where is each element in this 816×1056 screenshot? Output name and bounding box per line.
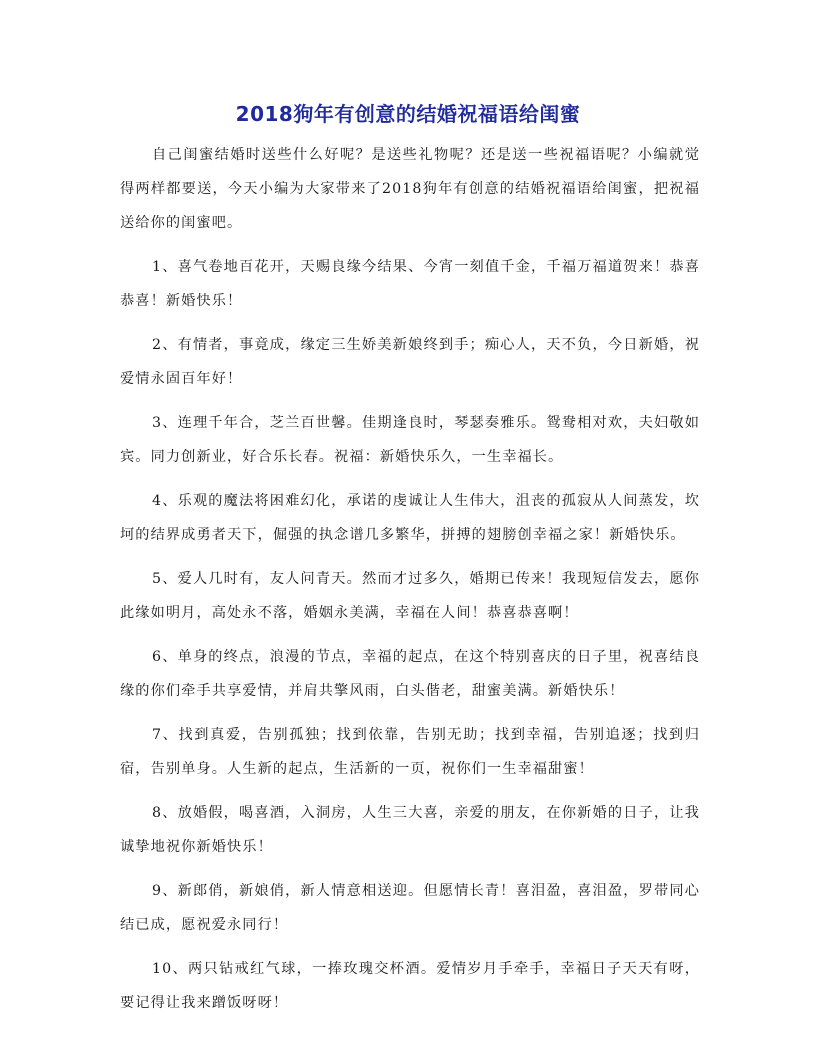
blessing-item-7: 7、找到真爱，告别孤独；找到依靠，告别无助；找到幸福，告别追逐；找到归宿，告别单身。人生新的起点，生活新的一页，祝你们一生幸福甜蜜！	[120, 727, 700, 777]
document-body	[120, 138, 700, 1030]
blessing-item-3: 3、连理千年合，芝兰百世馨。佳期逢良时，琴瑟奏雅乐。鸳鸯相对欢，夫妇敬如宾。同力创新业，好合乐长春。祝福：新婚快乐久，一生幸福长。	[120, 415, 700, 465]
blessing-item-2: 2、有情者，事竟成，缘定三生娇美新娘终到手；痴心人，天不负，今日新婚，祝爱情永固百年好！	[120, 337, 700, 387]
blessing-item-9: 9、新郎俏，新娘俏，新人情意相送迎。但愿情长青！喜泪盈，喜泪盈，罗带同心结已成，愿祝爱永同行！	[120, 883, 700, 933]
blessing-item-6: 6、单身的终点，浪漫的节点，幸福的起点，在这个特别喜庆的日子里，祝喜结良缘的你们牵手共享爱情，并肩共擎风雨，白头偕老，甜蜜美满。新婚快乐！	[120, 649, 700, 699]
blessing-item-10: 10、两只钻戒红气球，一捧玫瑰交杯酒。爱情岁月手牵手，幸福日子天天有呀，要记得让我来蹭饭呀呀！	[120, 961, 700, 1011]
blessing-item-8: 8、放婚假，喝喜酒，入洞房，人生三大喜，亲爱的朋友，在你新婚的日子，让我诚挚地祝你新婚快乐！	[120, 805, 700, 855]
blessing-item-4: 4、乐观的魔法将困难幻化，承诺的虔诚让人生伟大，沮丧的孤寂从人间蒸发，坎坷的结界成勇者天下，倔强的执念谱几多繁华，拼搏的翅膀创幸福之家！新婚快乐。	[120, 493, 700, 543]
blessing-item-5: 5、爱人几时有，友人问青天。然而才过多久，婚期已传来！我现短信发去，愿你此缘如明月，高处永不落，婚姻永美满，幸福在人间！恭喜恭喜啊！	[120, 571, 700, 621]
blessing-item-1: 1、喜气卷地百花开，天赐良缘今结果、今宵一刻值千金，千福万福道贺来！恭喜恭喜！新婚快乐！	[120, 259, 700, 309]
intro-paragraph: 自己闺蜜结婚时送些什么好呢？是送些礼物呢？还是送一些祝福语呢？小编就觉得两样都要送，今天小编为大家带来了2018狗年有创意的结婚祝福语给闺蜜，把祝福送给你的闺蜜吧。	[120, 147, 700, 231]
document-title: 2018狗年有创意的结婚祝福语给闺蜜	[235, 102, 581, 126]
